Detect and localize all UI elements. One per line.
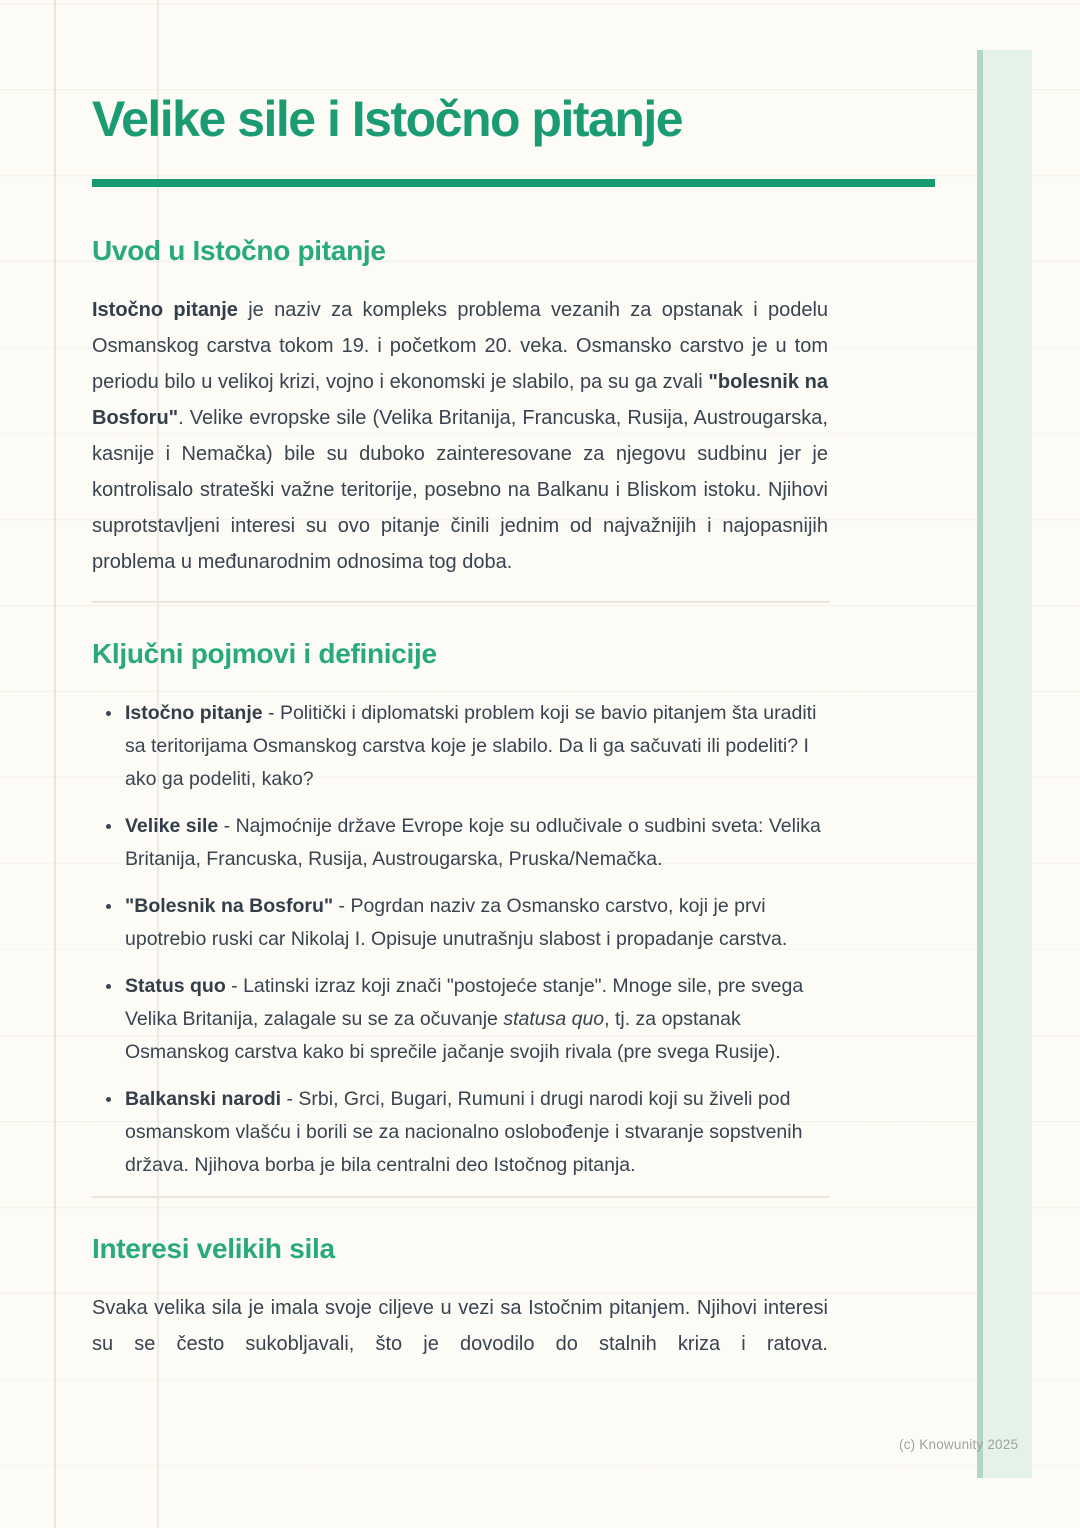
bold-text-run: "Bolesnik na Bosforu" (125, 895, 334, 917)
bold-text-run: Velike sile (125, 815, 219, 837)
section-divider (92, 1196, 830, 1198)
section-key-terms (92, 636, 935, 1182)
section-interests (92, 1231, 935, 1362)
key-terms-heading: Ključni pojmovi i definicije (92, 638, 437, 669)
page-accent-sidebar (977, 50, 1032, 1478)
interests-heading: Interesi velikih sila (92, 1233, 335, 1264)
text-run: - Srbi, Grci, Bugari, Rumuni i drugi narodi koji su živeli pod osmanskom vlašću i borili se za nacionalno oslobođenje i stvaranje sopstvenih država. Njihova borba je bila centralni deo Istočnog pitanja. (125, 1088, 803, 1176)
term-list-item (123, 697, 823, 796)
interests-paragraph (92, 1290, 828, 1362)
bold-text-run: Balkanski narodi (125, 1088, 282, 1110)
bold-text-run: Istočno pitanje (92, 299, 238, 321)
key-terms-list (92, 697, 823, 1182)
document-content (92, 0, 935, 1362)
bold-text-run: Istočno pitanje (125, 702, 263, 724)
paper-vertical-rule-left (54, 0, 56, 1528)
section-divider (92, 601, 830, 603)
term-list-item (123, 810, 823, 876)
copyright-footer: (c) Knowunity 2025 (899, 1437, 1019, 1452)
text-run: - Pogrdan naziv za Osmansko carstvo, koji je prvi upotrebio ruski car Nikolaj I. Opisuje unutrašnju slabost i propadanje carstva. (125, 895, 788, 950)
term-list-item (123, 890, 823, 956)
bold-text-run: Status quo (125, 975, 226, 997)
bold-text-run: "bolesnik na Bosforu" (92, 371, 829, 429)
page-title: Velike sile i Istočno pitanje (92, 91, 683, 147)
italic-text-run: statusa quo (503, 1008, 605, 1030)
intro-heading: Uvod u Istočno pitanje (92, 235, 386, 266)
text-run: . Velike evropske sile (Velika Britanija, Francuska, Rusija, Austrougarska, kasnije i Nemačka) bile su duboko zainteresovane za njegovu sudbinu jer je kontrolisalo strateški važne teritorije, posebno na Balkanu i Bliskom istoku. Njihovi suprotstavljeni interesi su ovo pitanje činili jednim od najvažnijih i najopasnijih problema u međunarodnim odnosima tog doba. (92, 407, 828, 573)
section-intro (92, 233, 935, 580)
text-run: je naziv za kompleks problema vezanih za opstanak i podelu Osmanskog carstva tokom 19. i početkom 20. veka. Osmansko carstvo je u tom periodu bilo u velikoj krizi, vojno i ekonomski je slabilo, pa su ga zvali (92, 299, 829, 393)
text-run: Svaka velika sila je imala svoje ciljeve u vezi sa Istočnim pitanjem. Njihovi interesi su se često sukobljavali, što je dovodilo do stalnih kriza i ratova. (92, 1297, 828, 1355)
text-run: - Latinski izraz koji znači "postojeće stanje". Mnoge sile, pre svega Velika Britanija, zalagale su se za očuvanje (125, 975, 804, 1030)
term-list-item (123, 1083, 823, 1182)
text-run: , tj. za opstanak Osmanskog carstva kako bi sprečile jačanje svojih rivala (pre svega Rusije). (125, 1008, 781, 1063)
intro-paragraph (92, 292, 828, 580)
text-run: - Politički i diplomatski problem koji se bavio pitanjem šta uraditi sa teritorijama Osmanskog carstva koje je slabilo. Da li ga sačuvati ili podeliti? I ako ga podeliti, kako? (125, 702, 817, 790)
text-run: - Najmoćnije države Evrope koje su odlučivale o sudbini sveta: Velika Britanija, Francuska, Rusija, Austrougarska, Pruska/Nemačka. (125, 815, 821, 870)
title-underline-bar (92, 179, 935, 187)
term-list-item (123, 970, 823, 1069)
